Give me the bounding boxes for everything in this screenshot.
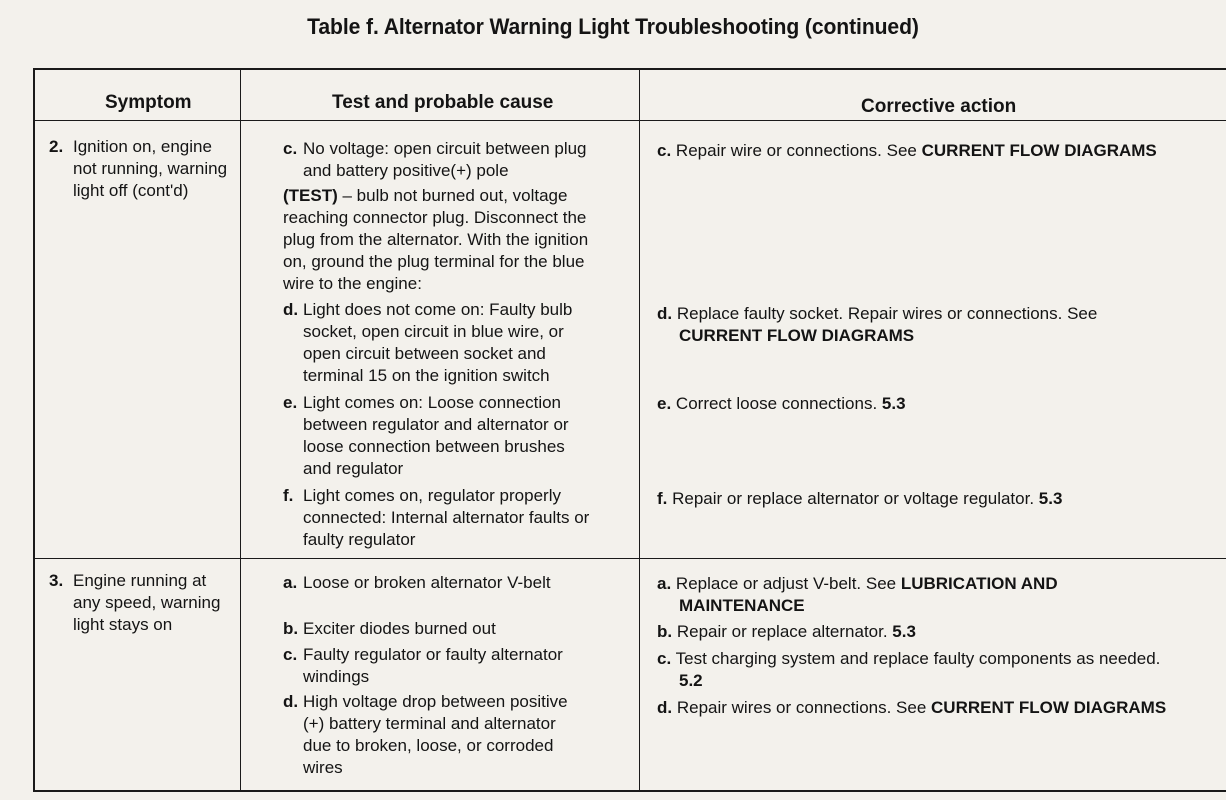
test-line [283,185,567,207]
cause-letter: c. [283,139,298,158]
page-title: Table f. Alternator Warning Light Troubleshooting (continued) [307,14,919,39]
cause-line: Faulty regulator or faulty alternator [303,645,563,664]
column-divider-1 [240,70,241,790]
cause-line: open circuit between socket and [303,344,546,363]
cause-line: loose connection between brushes [303,437,565,456]
action-reference: 5.3 [881,394,906,413]
action-reference: CURRENT FLOW DIAGRAMS [921,141,1157,160]
action-line [657,648,1160,670]
cause-letter: e. [283,393,298,412]
table-header [35,70,1226,121]
test-line: plug from the alternator. With the ignition [283,230,589,249]
cause-line: High voltage drop between positive [303,692,568,711]
action-line [657,573,1058,595]
cause-letter: d. [283,300,299,319]
symptom-line: Engine running at [73,571,207,590]
cause-line: Light does not come on: Faulty bulb [303,300,573,319]
test-line: on, ground the plug terminal for the blue [283,252,585,271]
test-line: wire to the engine: [283,274,422,293]
cause-line: socket, open circuit in blue wire, or [303,322,564,341]
cause-line: between regulator and alternator or [303,415,569,434]
symptom-line: any speed, warning [73,593,221,612]
symptom-line: Ignition on, engine [73,137,212,156]
action-text: Repair or replace alternator. [676,622,893,641]
cause-line: Loose or broken alternator V-belt [303,573,551,592]
action-line [657,140,1157,162]
action-text: Test charging system and replace faulty components as needed. [675,649,1161,668]
test-text: – bulb not burned out, voltage [337,186,568,205]
symptom-cell [49,570,63,592]
symptom-line: light stays on [73,615,173,634]
action-text: Repair or replace alternator or voltage regulator. [672,489,1039,508]
action-text: Repair wire or connections. See [675,141,922,160]
action-letter: c. [657,141,672,160]
cause-line: connected: Internal alternator faults or [303,508,590,527]
action-line [657,621,916,643]
action-reference: CURRENT FLOW DIAGRAMS [931,698,1167,717]
cause-line: faulty regulator [303,530,416,549]
action-text: Correct loose connections. [675,394,882,413]
cause-letter: d. [283,692,299,711]
cause-line: and battery positive(+) pole [303,161,509,180]
symptom-line: light off (cont'd) [73,181,189,200]
symptom-line: not running, warning [73,159,228,178]
action-letter: d. [657,698,673,717]
cause-letter: f. [283,486,294,505]
action-reference: LUBRICATION AND [900,574,1058,593]
cause-line: and regulator [303,459,404,478]
cause-line: windings [303,667,370,686]
action-reference: 5.3 [1038,489,1063,508]
cause-line: wires [303,758,343,777]
action-letter: b. [657,622,673,641]
action-reference: MAINTENANCE [679,596,805,615]
troubleshooting-table [33,68,1226,792]
header-action: Corrective action [861,96,1017,117]
action-letter: d. [657,304,673,323]
action-line [657,303,1097,325]
cause-line: No voltage: open circuit between plug [303,139,587,158]
symptom-number: 3. [49,571,64,590]
cause-letter: c. [283,645,298,664]
test-label: (TEST) [283,186,338,205]
action-line [657,697,1166,719]
symptom-number: 2. [49,137,64,156]
action-letter: e. [657,394,672,413]
cause-line: terminal 15 on the ignition switch [303,366,550,385]
action-reference: 5.2 [679,671,703,690]
action-line [657,393,906,415]
action-letter: a. [657,574,672,593]
row-divider [35,558,1226,559]
cause-line: due to broken, loose, or corroded [303,736,554,755]
cause-letter: a. [283,573,298,592]
symptom-cell [49,136,63,158]
action-line [657,488,1062,510]
header-symptom: Symptom [105,92,192,113]
action-text: Repair wires or connections. See [676,698,932,717]
column-divider-2 [639,70,640,790]
cause-line: (+) battery terminal and alternator [303,714,556,733]
header-test: Test and probable cause [332,92,554,113]
test-line: reaching connector plug. Disconnect the [283,208,587,227]
action-letter: f. [657,489,668,508]
cause-letter: b. [283,619,299,638]
action-reference: CURRENT FLOW DIAGRAMS [679,326,915,345]
action-reference: 5.3 [892,622,916,641]
action-letter: c. [657,649,672,668]
action-text: Replace or adjust V-belt. See [675,574,901,593]
action-text: Replace faulty socket. Repair wires or connections. See [676,304,1098,323]
cause-line: Exciter diodes burned out [303,619,496,638]
cause-line: Light comes on: Loose connection [303,393,562,412]
cause-line: Light comes on, regulator properly [303,486,561,505]
